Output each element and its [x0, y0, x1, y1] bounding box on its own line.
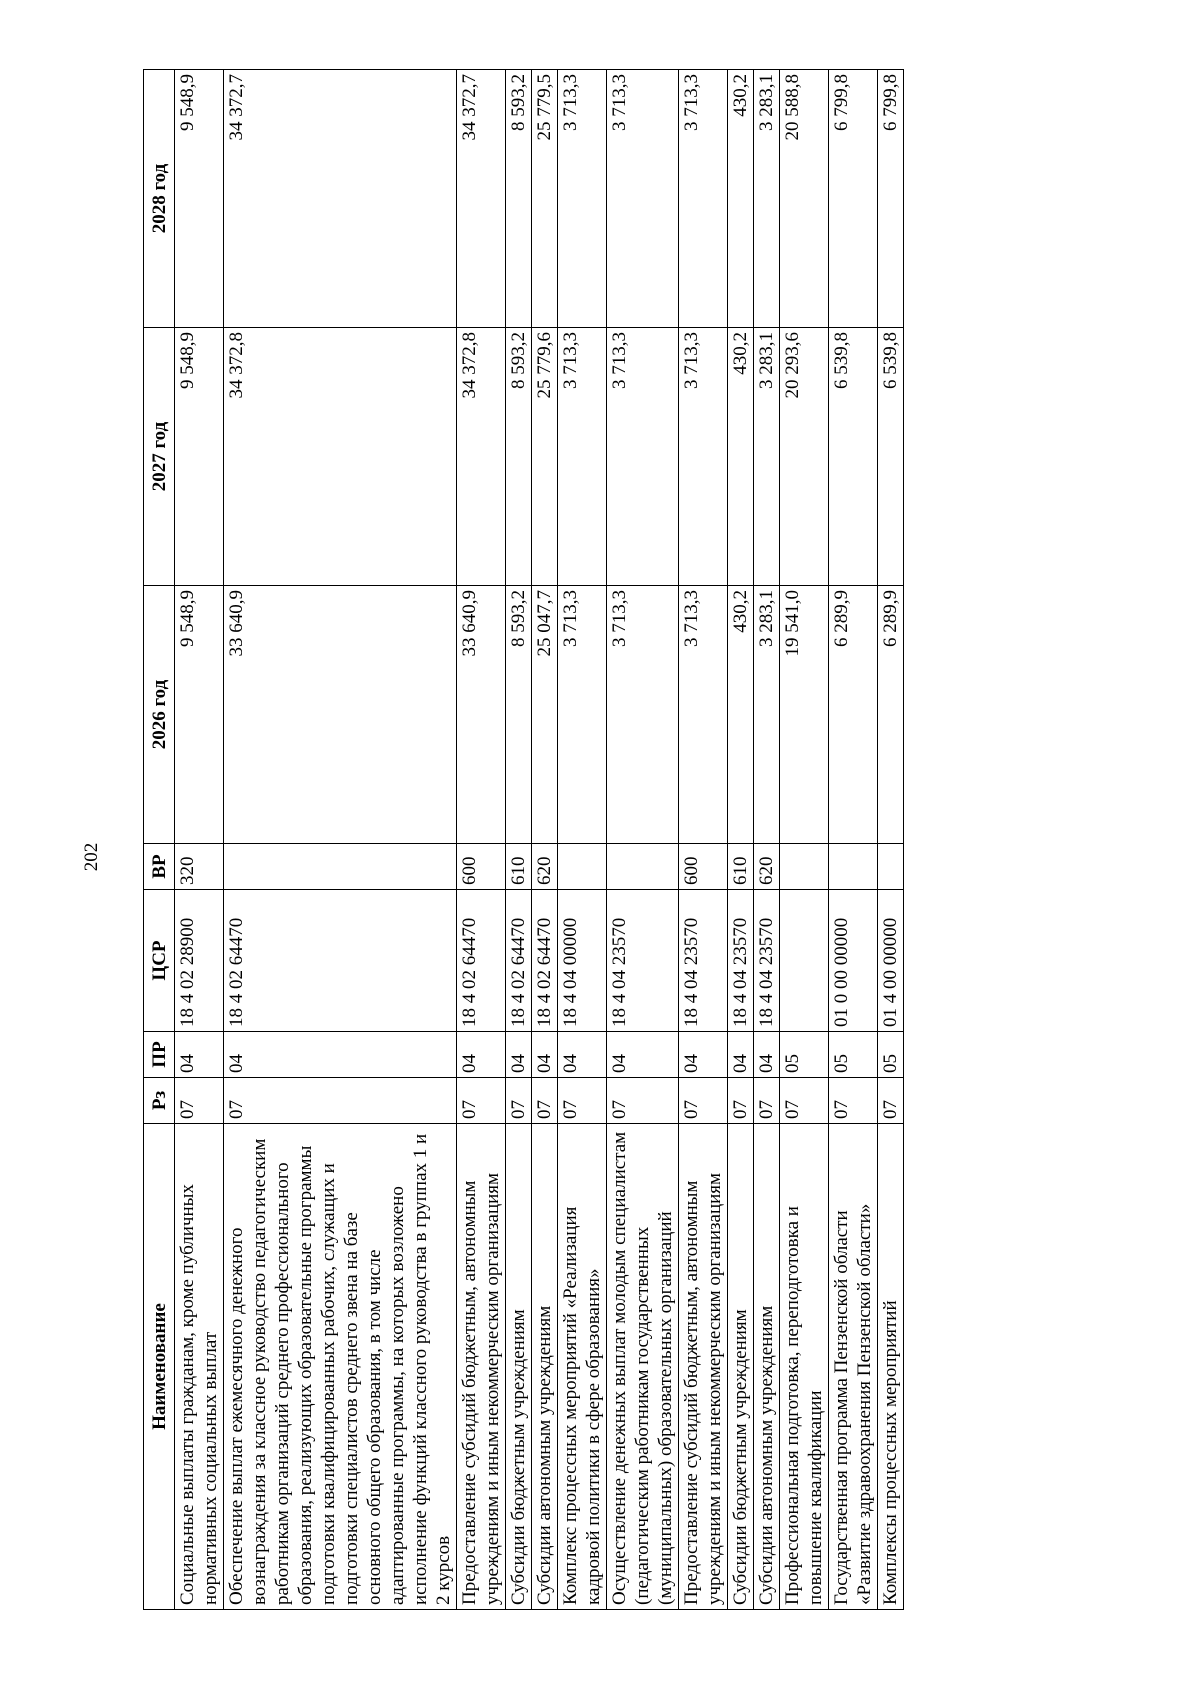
cell-2027: 8 593,2 — [506, 328, 532, 586]
table-row — [754, 70, 780, 1610]
cell-csr: 18 4 02 64470 — [506, 890, 532, 1032]
cell-vr — [829, 844, 878, 890]
page-number: 202 — [81, 842, 102, 872]
cell-rz: 07 — [780, 1078, 829, 1124]
header-pr: ПР — [144, 1032, 175, 1078]
header-vr: ВР — [144, 844, 175, 890]
cell-rz: 07 — [829, 1078, 878, 1124]
cell-pr: 05 — [829, 1032, 878, 1078]
table-row — [532, 70, 558, 1610]
cell-csr: 18 4 02 64470 — [457, 890, 506, 1032]
table-row — [506, 70, 532, 1610]
cell-rz: 07 — [679, 1078, 728, 1124]
cell-2026: 6 289,9 — [878, 586, 904, 844]
cell-rz: 07 — [457, 1078, 506, 1124]
cell-2028: 20 588,8 — [780, 70, 829, 328]
header-name: Наименование — [144, 1124, 175, 1610]
cell-name: Предоставление субсидий бюджетным, автономным учреждениям и иным некоммерческим организациям — [679, 1124, 728, 1610]
cell-2027: 34 372,8 — [224, 328, 457, 586]
cell-name: Комплекс процессных мероприятий «Реализация кадровой политики в сфере образования» — [558, 1124, 607, 1610]
cell-2026: 3 713,3 — [558, 586, 607, 844]
cell-2028: 3 713,3 — [607, 70, 679, 328]
cell-vr — [224, 844, 457, 890]
cell-csr: 01 4 00 00000 — [878, 890, 904, 1032]
cell-csr — [780, 890, 829, 1032]
cell-name: Предоставление субсидий бюджетным, автономным учреждениям и иным некоммерческим организациям — [457, 1124, 506, 1610]
cell-2026: 9 548,9 — [175, 586, 224, 844]
cell-2026: 19 541,0 — [780, 586, 829, 844]
cell-2028: 8 593,2 — [506, 70, 532, 328]
cell-vr: 620 — [754, 844, 780, 890]
table-row — [175, 70, 224, 1610]
cell-csr: 18 4 04 23570 — [679, 890, 728, 1032]
cell-rz: 07 — [878, 1078, 904, 1124]
cell-2027: 34 372,8 — [457, 328, 506, 586]
cell-vr — [558, 844, 607, 890]
cell-pr: 04 — [532, 1032, 558, 1078]
cell-2027: 9 548,9 — [175, 328, 224, 586]
budget-table — [143, 69, 904, 1610]
cell-name: Обеспечение выплат ежемесячного денежного вознаграждения за классное руководство педагогическим работникам организаций среднего профессионального образования, реализующих образовательные программы подготовки квалифицированных рабочих, служащих и подготовки специалистов среднего звена на базе основного общего образования, в том числе адаптированные программы, на которых возложено исполнение функций классного руководства в группах 1 и 2 курсов — [224, 1124, 457, 1610]
cell-2028: 6 799,8 — [878, 70, 904, 328]
cell-pr: 05 — [780, 1032, 829, 1078]
cell-rz: 07 — [558, 1078, 607, 1124]
cell-rz: 07 — [532, 1078, 558, 1124]
cell-pr: 04 — [679, 1032, 728, 1078]
cell-2028: 25 779,5 — [532, 70, 558, 328]
cell-2026: 8 593,2 — [506, 586, 532, 844]
cell-rz: 07 — [728, 1078, 754, 1124]
cell-vr — [780, 844, 829, 890]
header-2026: 2026 год — [144, 586, 175, 844]
cell-rz: 07 — [175, 1078, 224, 1124]
table-row — [457, 70, 506, 1610]
header-csr: ЦСР — [144, 890, 175, 1032]
cell-2028: 3 713,3 — [679, 70, 728, 328]
cell-rz: 07 — [506, 1078, 532, 1124]
cell-name: Субсидии автономным учреждениям — [532, 1124, 558, 1610]
cell-2026: 430,2 — [728, 586, 754, 844]
cell-2027: 3 713,3 — [607, 328, 679, 586]
cell-rz: 07 — [607, 1078, 679, 1124]
cell-pr: 04 — [558, 1032, 607, 1078]
cell-csr: 18 4 04 00000 — [558, 890, 607, 1032]
cell-pr: 04 — [506, 1032, 532, 1078]
cell-name: Профессиональная подготовка, переподготовка и повышение квалификации — [780, 1124, 829, 1610]
cell-pr: 05 — [878, 1032, 904, 1078]
table-header-row — [144, 70, 175, 1610]
cell-csr: 18 4 04 23570 — [728, 890, 754, 1032]
header-rz: Рз — [144, 1078, 175, 1124]
cell-pr: 04 — [457, 1032, 506, 1078]
cell-2026: 3 713,3 — [607, 586, 679, 844]
rotated-page-content — [143, 70, 1063, 1610]
cell-vr — [607, 844, 679, 890]
cell-2028: 34 372,7 — [224, 70, 457, 328]
cell-pr: 04 — [728, 1032, 754, 1078]
cell-2026: 6 289,9 — [829, 586, 878, 844]
cell-rz: 07 — [224, 1078, 457, 1124]
table-row — [607, 70, 679, 1610]
table-row — [780, 70, 829, 1610]
cell-csr: 18 4 02 64470 — [532, 890, 558, 1032]
cell-2027: 3 283,1 — [754, 328, 780, 586]
table-row — [558, 70, 607, 1610]
header-2028: 2028 год — [144, 70, 175, 328]
header-2027: 2027 год — [144, 328, 175, 586]
cell-name: Комплексы процессных мероприятий — [878, 1124, 904, 1610]
cell-2028: 3 713,3 — [558, 70, 607, 328]
cell-2028: 34 372,7 — [457, 70, 506, 328]
cell-2027: 6 539,8 — [829, 328, 878, 586]
cell-2028: 430,2 — [728, 70, 754, 328]
cell-vr: 600 — [679, 844, 728, 890]
cell-2027: 25 779,6 — [532, 328, 558, 586]
cell-2026: 25 047,7 — [532, 586, 558, 844]
cell-name: Субсидии бюджетным учреждениям — [506, 1124, 532, 1610]
table-row — [728, 70, 754, 1610]
table-row — [224, 70, 457, 1610]
table-row — [878, 70, 904, 1610]
cell-csr: 18 4 02 64470 — [224, 890, 457, 1032]
cell-vr: 610 — [728, 844, 754, 890]
cell-csr: 18 4 02 28900 — [175, 890, 224, 1032]
cell-pr: 04 — [224, 1032, 457, 1078]
cell-vr: 620 — [532, 844, 558, 890]
cell-vr: 320 — [175, 844, 224, 890]
cell-pr: 04 — [607, 1032, 679, 1078]
table-row — [829, 70, 878, 1610]
cell-name: Государственная программа Пензенской области «Развитие здравоохранения Пензенской области» — [829, 1124, 878, 1610]
cell-2027: 3 713,3 — [679, 328, 728, 586]
cell-2027: 20 293,6 — [780, 328, 829, 586]
cell-2026: 3 713,3 — [679, 586, 728, 844]
cell-name: Осуществление денежных выплат молодым специалистам (педагогическим работникам государственных (муниципальных) образовательных организаций — [607, 1124, 679, 1610]
cell-vr: 600 — [457, 844, 506, 890]
cell-2028: 9 548,9 — [175, 70, 224, 328]
cell-2026: 33 640,9 — [457, 586, 506, 844]
cell-pr: 04 — [175, 1032, 224, 1078]
cell-2028: 6 799,8 — [829, 70, 878, 328]
cell-name: Субсидии автономным учреждениям — [754, 1124, 780, 1610]
cell-csr: 01 0 00 00000 — [829, 890, 878, 1032]
cell-name: Субсидии бюджетным учреждениям — [728, 1124, 754, 1610]
cell-vr: 610 — [506, 844, 532, 890]
cell-2027: 430,2 — [728, 328, 754, 586]
cell-2026: 3 283,1 — [754, 586, 780, 844]
cell-2027: 6 539,8 — [878, 328, 904, 586]
table-row — [679, 70, 728, 1610]
cell-csr: 18 4 04 23570 — [754, 890, 780, 1032]
cell-name: Социальные выплаты гражданам, кроме публичных нормативных социальных выплат — [175, 1124, 224, 1610]
cell-2027: 3 713,3 — [558, 328, 607, 586]
cell-vr — [878, 844, 904, 890]
cell-pr: 04 — [754, 1032, 780, 1078]
cell-rz: 07 — [754, 1078, 780, 1124]
cell-csr: 18 4 04 23570 — [607, 890, 679, 1032]
cell-2026: 33 640,9 — [224, 586, 457, 844]
cell-2028: 3 283,1 — [754, 70, 780, 328]
